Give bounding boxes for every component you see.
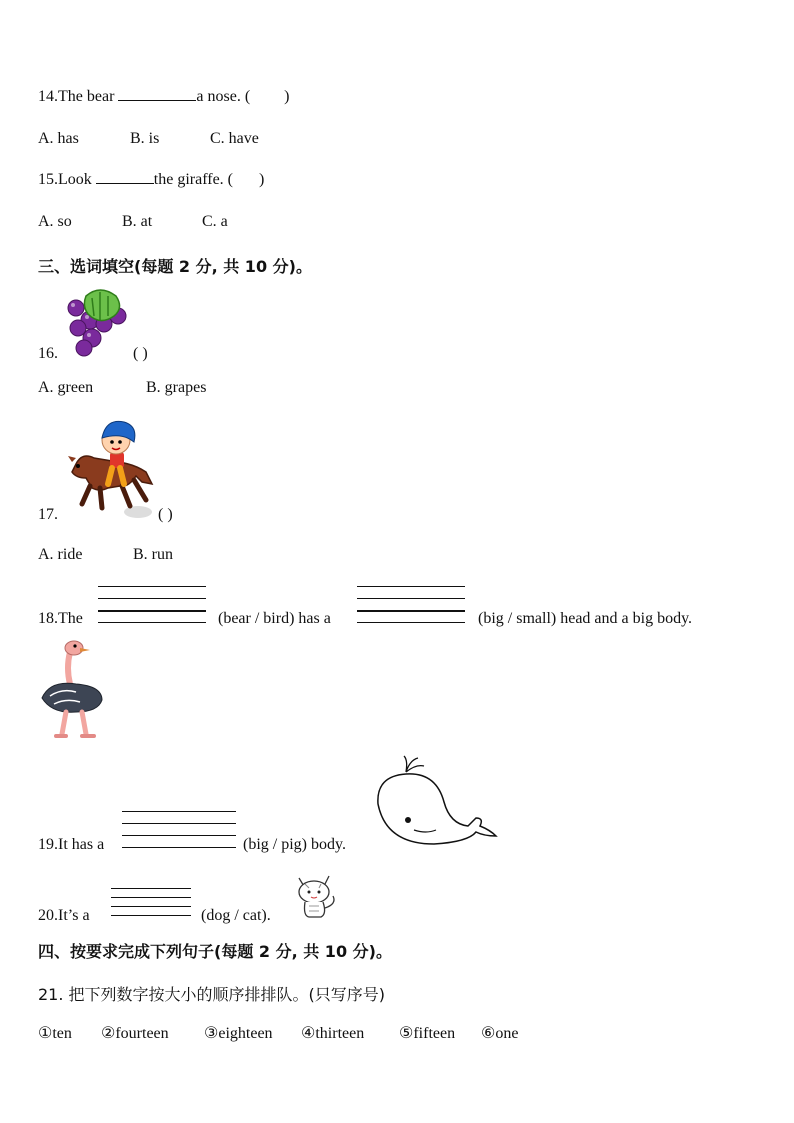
q21-items	[38, 1023, 518, 1043]
q16-options	[38, 379, 206, 397]
q17-option-b[interactable]: B. run	[133, 546, 173, 563]
q20-writing-lines[interactable]	[111, 888, 191, 916]
question-18	[38, 610, 83, 628]
q16-number: 16.	[38, 345, 58, 362]
q18-number: 18.The	[38, 610, 83, 627]
q15-answer-blank[interactable]	[96, 183, 154, 184]
q15-stem-start: 15.Look	[38, 171, 96, 188]
q14-option-b[interactable]: B. is	[130, 130, 160, 147]
q15-options	[38, 213, 228, 231]
q19-writing-lines[interactable]	[122, 811, 236, 849]
q17-number: 17.	[38, 506, 58, 523]
question-17	[38, 506, 173, 524]
q14-stem-start: 14.The bear	[38, 88, 119, 105]
q18-choice-1: (bear / bird) has a	[218, 610, 331, 627]
question-16	[38, 345, 148, 363]
q14-paren-close: )	[284, 88, 290, 105]
question-14	[38, 88, 290, 106]
q16-answer-paren[interactable]: ( )	[133, 345, 148, 362]
ostrich-icon	[36, 638, 108, 742]
q21-item-1: ①ten	[38, 1025, 72, 1042]
q15-option-a[interactable]: A. so	[38, 213, 72, 230]
q20-choice: (dog / cat).	[201, 907, 271, 924]
q14-option-c[interactable]: C. have	[210, 130, 259, 147]
q21-item-3: ③eighteen	[204, 1025, 273, 1042]
q14-answer-blank[interactable]	[118, 100, 196, 101]
q15-paren-close: )	[259, 171, 265, 188]
q19-text: 19.It has a	[38, 836, 105, 853]
question-20	[38, 907, 90, 925]
q17-answer-paren[interactable]: ( )	[158, 506, 173, 523]
q15-option-b[interactable]: B. at	[122, 213, 153, 230]
q15-stem-end: the giraffe. (	[153, 171, 233, 188]
question-19	[38, 836, 104, 854]
q18-writing-lines-2[interactable]	[357, 586, 465, 624]
q17-options	[38, 546, 173, 564]
q16-option-a[interactable]: A. green	[38, 379, 94, 396]
q14-stem-end: a nose. (	[196, 88, 251, 105]
question-21: 21. 把下列数字按大小的顺序排排队。(只写序号)	[38, 985, 386, 1004]
q20-text: 20.It’s a	[38, 907, 90, 924]
q14-option-a[interactable]: A. has	[38, 130, 79, 147]
q16-option-b[interactable]: B. grapes	[146, 379, 207, 396]
q14-options	[38, 130, 259, 148]
section-3-title: 三、选词填空(每题 2 分, 共 10 分)。	[38, 257, 312, 276]
q18-choice-2: (big / small) head and a big body.	[478, 610, 693, 627]
whale-icon	[372, 752, 500, 848]
q21-item-5: ⑤fifteen	[399, 1025, 456, 1042]
q21-item-6: ⑥one	[481, 1025, 519, 1042]
q15-option-c[interactable]: C. a	[202, 213, 228, 230]
q19-choice: (big / pig) body.	[243, 836, 346, 853]
question-15	[38, 171, 264, 189]
section-4-title: 四、按要求完成下列句子(每题 2 分, 共 10 分)。	[38, 942, 392, 961]
cat-icon	[291, 870, 341, 920]
q21-item-4: ④thirteen	[301, 1025, 365, 1042]
q17-option-a[interactable]: A. ride	[38, 546, 83, 563]
q21-item-2: ②fourteen	[101, 1025, 169, 1042]
q18-writing-lines-1[interactable]	[98, 586, 206, 624]
